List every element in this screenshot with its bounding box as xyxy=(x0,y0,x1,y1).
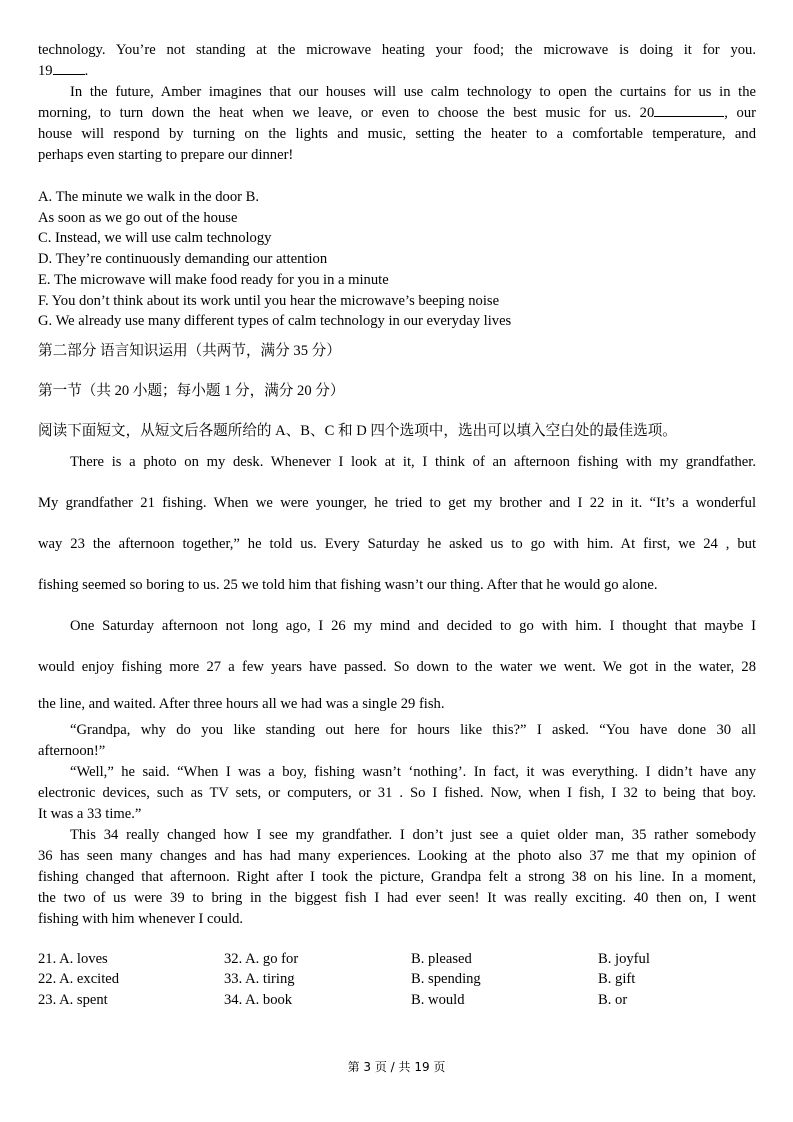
choice-cell: 23. A. spent xyxy=(38,991,108,1008)
passage-line: One Saturday afternoon not long ago, I 26 my mind and decided to go with him. I thought that maybe I xyxy=(70,617,756,634)
choice-cell: 33. A. tiring xyxy=(224,971,295,988)
option-item: As soon as we go out of the house xyxy=(38,209,238,226)
passage-text: , our xyxy=(724,105,756,121)
period: . xyxy=(84,63,89,79)
choice-cell: 34. A. book xyxy=(224,991,293,1008)
passage-line: fishing seemed so boring to us. 25 we told him that fishing wasn’t our thing. After that he would go alone. xyxy=(38,576,658,593)
blank-number-19: 19 xyxy=(38,63,53,79)
passage-line: In the future, Amber imagines that our houses will use calm technology to open the curtains for us in the xyxy=(70,84,756,100)
choice-row xyxy=(38,951,756,972)
answer-blank-20 xyxy=(654,103,724,117)
option-item: F. You don’t think about its work until you hear the microwave’s beeping noise xyxy=(38,292,500,309)
document-page xyxy=(38,40,756,1013)
passage-line: house will respond by turning on the lights and music, setting the heater to a comfortable temperature, and xyxy=(38,126,756,142)
passage-line: the line, and waited. After three hours all we had was a single 29 fish. xyxy=(38,695,445,712)
page-footer: 第 3 页 / 共 19 页 xyxy=(347,1060,446,1074)
option-list xyxy=(38,187,756,332)
section-heading-1: 第一节（共 20 小题；每小题 1 分，满分 20 分） xyxy=(38,382,345,399)
option-item: G. We already use many different types of calm technology in our everyday lives xyxy=(38,313,512,330)
passage-line xyxy=(38,61,756,82)
choice-cell: 21. A. loves xyxy=(38,950,108,967)
choice-cell: 22. A. excited xyxy=(38,971,120,988)
passage-line: My grandfather 21 fishing. When we were younger, he tried to get my brother and I 22 in it. “It’s a wonderful xyxy=(38,494,756,511)
passage-line: afternoon!” xyxy=(38,742,106,759)
passage-line: This 34 really changed how I see my grandfather. I don’t just see a quiet older man, 35 rather somebody xyxy=(70,826,756,843)
passage-line: fishing with him whenever I could. xyxy=(38,910,244,927)
choice-cell: B. spending xyxy=(411,971,481,988)
passage-line: “Grandpa, why do you like standing out here for hours like this?” I asked. “You have done 30 all xyxy=(70,721,756,738)
passage-line: electronic devices, such as TV sets, or computers, or 31 . So I fished. Now, when I fish, I 32 to being that boy. xyxy=(38,784,756,801)
choice-cell: 32. A. go for xyxy=(224,950,299,967)
passage-text: morning, to turn down the heat when we leave, or even to choose the best music for us. 20 xyxy=(38,105,655,121)
passage-line: perhaps even starting to prepare our dinner! xyxy=(38,147,294,163)
passage-line: “Well,” he said. “When I was a boy, fishing wasn’t ‘nothing’. In fact, it was everything. I didn’t have any xyxy=(70,763,756,780)
choice-cell: B. would xyxy=(411,991,465,1008)
answer-blank-19 xyxy=(53,61,85,75)
choice-cell: B. joyful xyxy=(598,950,650,967)
option-item: E. The microwave will make food ready for you in a minute xyxy=(38,271,389,288)
passage-line: There is a photo on my desk. Whenever I look at it, I think of an afternoon fishing with my grandfather. xyxy=(70,453,756,470)
option-item: D. They’re continuously demanding our attention xyxy=(38,251,328,268)
cloze-passage xyxy=(38,442,756,930)
answer-choices xyxy=(38,951,756,1013)
option-item: C. Instead, we will use calm technology xyxy=(38,230,272,247)
passage-line: way 23 the afternoon together,” he told us. Every Saturday he asked us to go with him. At first, we 24 , but xyxy=(38,535,756,552)
choice-cell: B. gift xyxy=(598,971,636,988)
passage-line: would enjoy fishing more 27 a few years have passed. So down to the water we went. We got in the water, 28 xyxy=(38,658,756,675)
passage-line: technology. You’re not standing at the microwave heating your food; the microwave is doing it for you. xyxy=(38,42,756,58)
choice-cell: B. or xyxy=(598,991,628,1008)
section-heading-part2: 第二部分 语言知识运用（共两节，满分 35 分） xyxy=(38,342,341,359)
choice-row xyxy=(38,992,756,1013)
passage-line: It was a 33 time.” xyxy=(38,805,142,822)
passage-line xyxy=(38,103,756,124)
passage-line: 36 has seen many changes and has had many experiences. Looking at the photo also 37 me that my opinion of xyxy=(38,847,756,864)
passage-line: fishing changed that afternoon. Right after I took the picture, Grandpa felt a strong 38 on his line. In a moment, xyxy=(38,868,756,885)
choice-cell: B. pleased xyxy=(411,950,472,967)
option-item: A. The minute we walk in the door B. xyxy=(38,189,260,205)
choice-row xyxy=(38,971,756,992)
instruction: 阅读下面短文，从短文后各题所给的 A、B、C 和 D 四个选项中，选出可以填入空白处的最佳选项。 xyxy=(38,422,677,439)
passage-line: the two of us were 39 to bring in the biggest fish I had ever seen! It was really exciting. 40 then on, I went xyxy=(38,889,756,906)
